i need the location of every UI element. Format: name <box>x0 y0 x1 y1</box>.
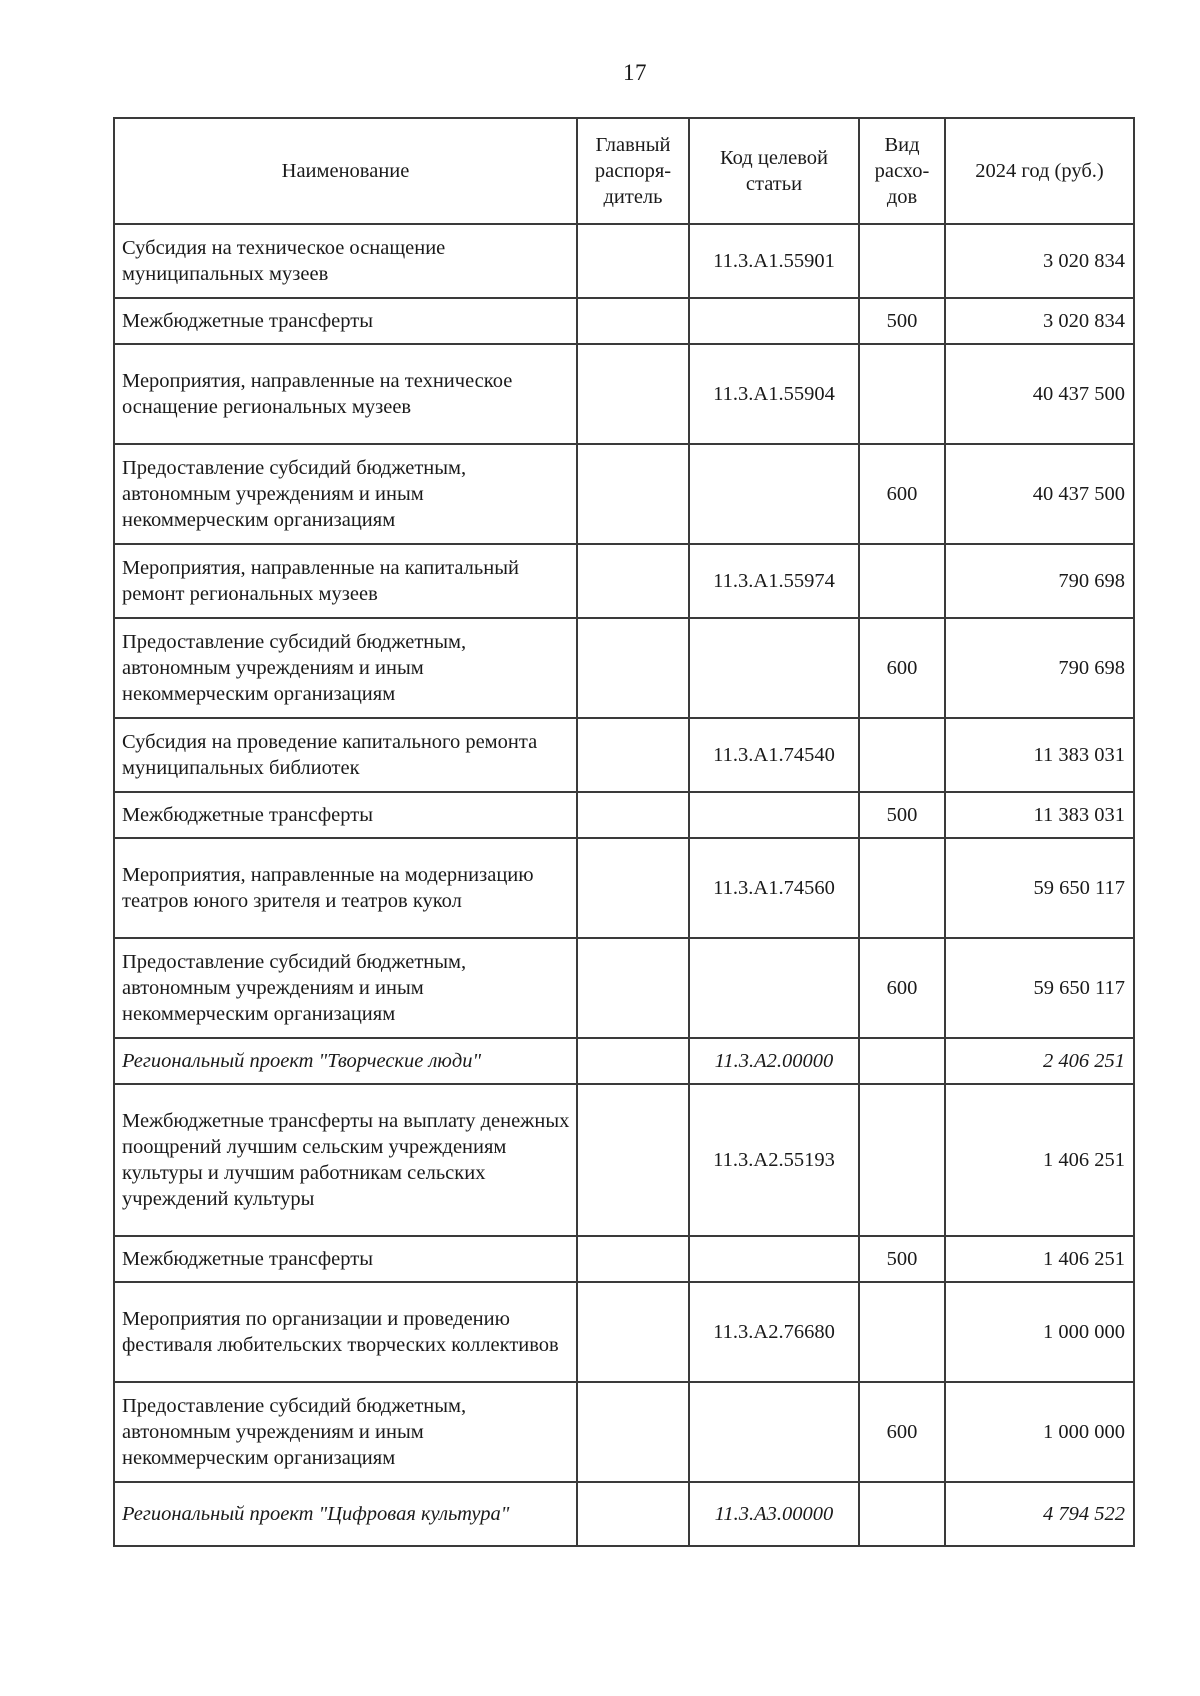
table-row <box>114 224 1134 298</box>
cell-type: 600 <box>859 938 945 1038</box>
cell-admin <box>577 1038 689 1084</box>
cell-code: 11.3.А2.00000 <box>689 1038 859 1084</box>
cell-name: Мероприятия, направленные на модернизацию театров юного зрителя и театров кукол <box>114 838 577 938</box>
cell-name: Субсидия на техническое оснащение муниципальных музеев <box>114 224 577 298</box>
table-row <box>114 718 1134 792</box>
cell-admin <box>577 718 689 792</box>
cell-type <box>859 544 945 618</box>
cell-amount: 1 406 251 <box>945 1236 1134 1282</box>
cell-amount: 790 698 <box>945 618 1134 718</box>
header-name: Наименование <box>114 118 577 224</box>
cell-name: Межбюджетные трансферты на выплату денежных поощрений лучшим сельским учреждениям культуры и лучшим работникам сельских учреждений культуры <box>114 1084 577 1236</box>
cell-type <box>859 838 945 938</box>
table-row <box>114 344 1134 444</box>
cell-type <box>859 1038 945 1084</box>
cell-type: 600 <box>859 1382 945 1482</box>
table-row <box>114 544 1134 618</box>
cell-code <box>689 1236 859 1282</box>
cell-amount: 2 406 251 <box>945 1038 1134 1084</box>
cell-code <box>689 444 859 544</box>
cell-type <box>859 1482 945 1546</box>
cell-name: Региональный проект "Творческие люди" <box>114 1038 577 1084</box>
cell-amount: 1 000 000 <box>945 1282 1134 1382</box>
cell-admin <box>577 1482 689 1546</box>
cell-admin <box>577 224 689 298</box>
cell-type <box>859 1084 945 1236</box>
table-row-project <box>114 1482 1134 1546</box>
cell-code: 11.3.А2.55193 <box>689 1084 859 1236</box>
cell-code <box>689 938 859 1038</box>
cell-code: 11.3.А2.76680 <box>689 1282 859 1382</box>
cell-name: Мероприятия, направленные на капитальный ремонт региональных музеев <box>114 544 577 618</box>
header-admin: Главный распоря-дитель <box>577 118 689 224</box>
cell-name: Мероприятия, направленные на техническое оснащение региональных музеев <box>114 344 577 444</box>
table-row <box>114 444 1134 544</box>
table-row <box>114 792 1134 838</box>
cell-amount: 790 698 <box>945 544 1134 618</box>
cell-code: 11.3.А1.55904 <box>689 344 859 444</box>
cell-amount: 40 437 500 <box>945 344 1134 444</box>
cell-name: Региональный проект "Цифровая культура" <box>114 1482 577 1546</box>
table-row <box>114 1382 1134 1482</box>
cell-amount: 11 383 031 <box>945 718 1134 792</box>
header-type: Вид расхо-дов <box>859 118 945 224</box>
cell-name: Предоставление субсидий бюджетным, автономным учреждениям и иным некоммерческим организациям <box>114 618 577 718</box>
cell-amount: 40 437 500 <box>945 444 1134 544</box>
cell-amount: 4 794 522 <box>945 1482 1134 1546</box>
budget-table <box>113 117 1135 1547</box>
cell-code <box>689 792 859 838</box>
cell-code <box>689 1382 859 1482</box>
cell-name: Межбюджетные трансферты <box>114 792 577 838</box>
cell-admin <box>577 298 689 344</box>
header-amount: 2024 год (руб.) <box>945 118 1134 224</box>
cell-amount: 59 650 117 <box>945 838 1134 938</box>
cell-type: 600 <box>859 618 945 718</box>
table-row <box>114 1084 1134 1236</box>
table-header-row <box>114 118 1134 224</box>
cell-code: 11.3.А1.55901 <box>689 224 859 298</box>
cell-type <box>859 224 945 298</box>
cell-code <box>689 298 859 344</box>
cell-admin <box>577 1084 689 1236</box>
cell-name: Предоставление субсидий бюджетным, автономным учреждениям и иным некоммерческим организациям <box>114 444 577 544</box>
table-row <box>114 298 1134 344</box>
cell-admin <box>577 938 689 1038</box>
table-row <box>114 1236 1134 1282</box>
table-row <box>114 1282 1134 1382</box>
cell-name: Предоставление субсидий бюджетным, автономным учреждениям и иным некоммерческим организациям <box>114 1382 577 1482</box>
cell-type <box>859 1282 945 1382</box>
cell-amount: 1 406 251 <box>945 1084 1134 1236</box>
cell-admin <box>577 444 689 544</box>
cell-amount: 59 650 117 <box>945 938 1134 1038</box>
cell-code: 11.3.А1.74540 <box>689 718 859 792</box>
cell-amount: 11 383 031 <box>945 792 1134 838</box>
cell-code: 11.3.А3.00000 <box>689 1482 859 1546</box>
cell-type: 500 <box>859 1236 945 1282</box>
cell-admin <box>577 618 689 718</box>
cell-admin <box>577 544 689 618</box>
cell-name: Мероприятия по организации и проведению фестиваля любительских творческих коллективов <box>114 1282 577 1382</box>
cell-code: 11.3.А1.55974 <box>689 544 859 618</box>
cell-type <box>859 718 945 792</box>
cell-type: 500 <box>859 298 945 344</box>
cell-admin <box>577 838 689 938</box>
cell-code <box>689 618 859 718</box>
cell-amount: 1 000 000 <box>945 1382 1134 1482</box>
cell-name: Межбюджетные трансферты <box>114 1236 577 1282</box>
cell-type <box>859 344 945 444</box>
page-number: 17 <box>623 60 647 85</box>
table-row <box>114 838 1134 938</box>
cell-name: Субсидия на проведение капитального ремонта муниципальных библиотек <box>114 718 577 792</box>
cell-admin <box>577 344 689 444</box>
cell-name: Межбюджетные трансферты <box>114 298 577 344</box>
cell-amount: 3 020 834 <box>945 298 1134 344</box>
cell-amount: 3 020 834 <box>945 224 1134 298</box>
cell-admin <box>577 1236 689 1282</box>
cell-admin <box>577 1382 689 1482</box>
cell-name: Предоставление субсидий бюджетным, автономным учреждениям и иным некоммерческим организациям <box>114 938 577 1038</box>
table-row <box>114 618 1134 718</box>
cell-admin <box>577 1282 689 1382</box>
cell-type: 600 <box>859 444 945 544</box>
table-row <box>114 938 1134 1038</box>
cell-admin <box>577 792 689 838</box>
cell-type: 500 <box>859 792 945 838</box>
header-code: Код целевой статьи <box>689 118 859 224</box>
cell-code: 11.3.А1.74560 <box>689 838 859 938</box>
table-row-project <box>114 1038 1134 1084</box>
